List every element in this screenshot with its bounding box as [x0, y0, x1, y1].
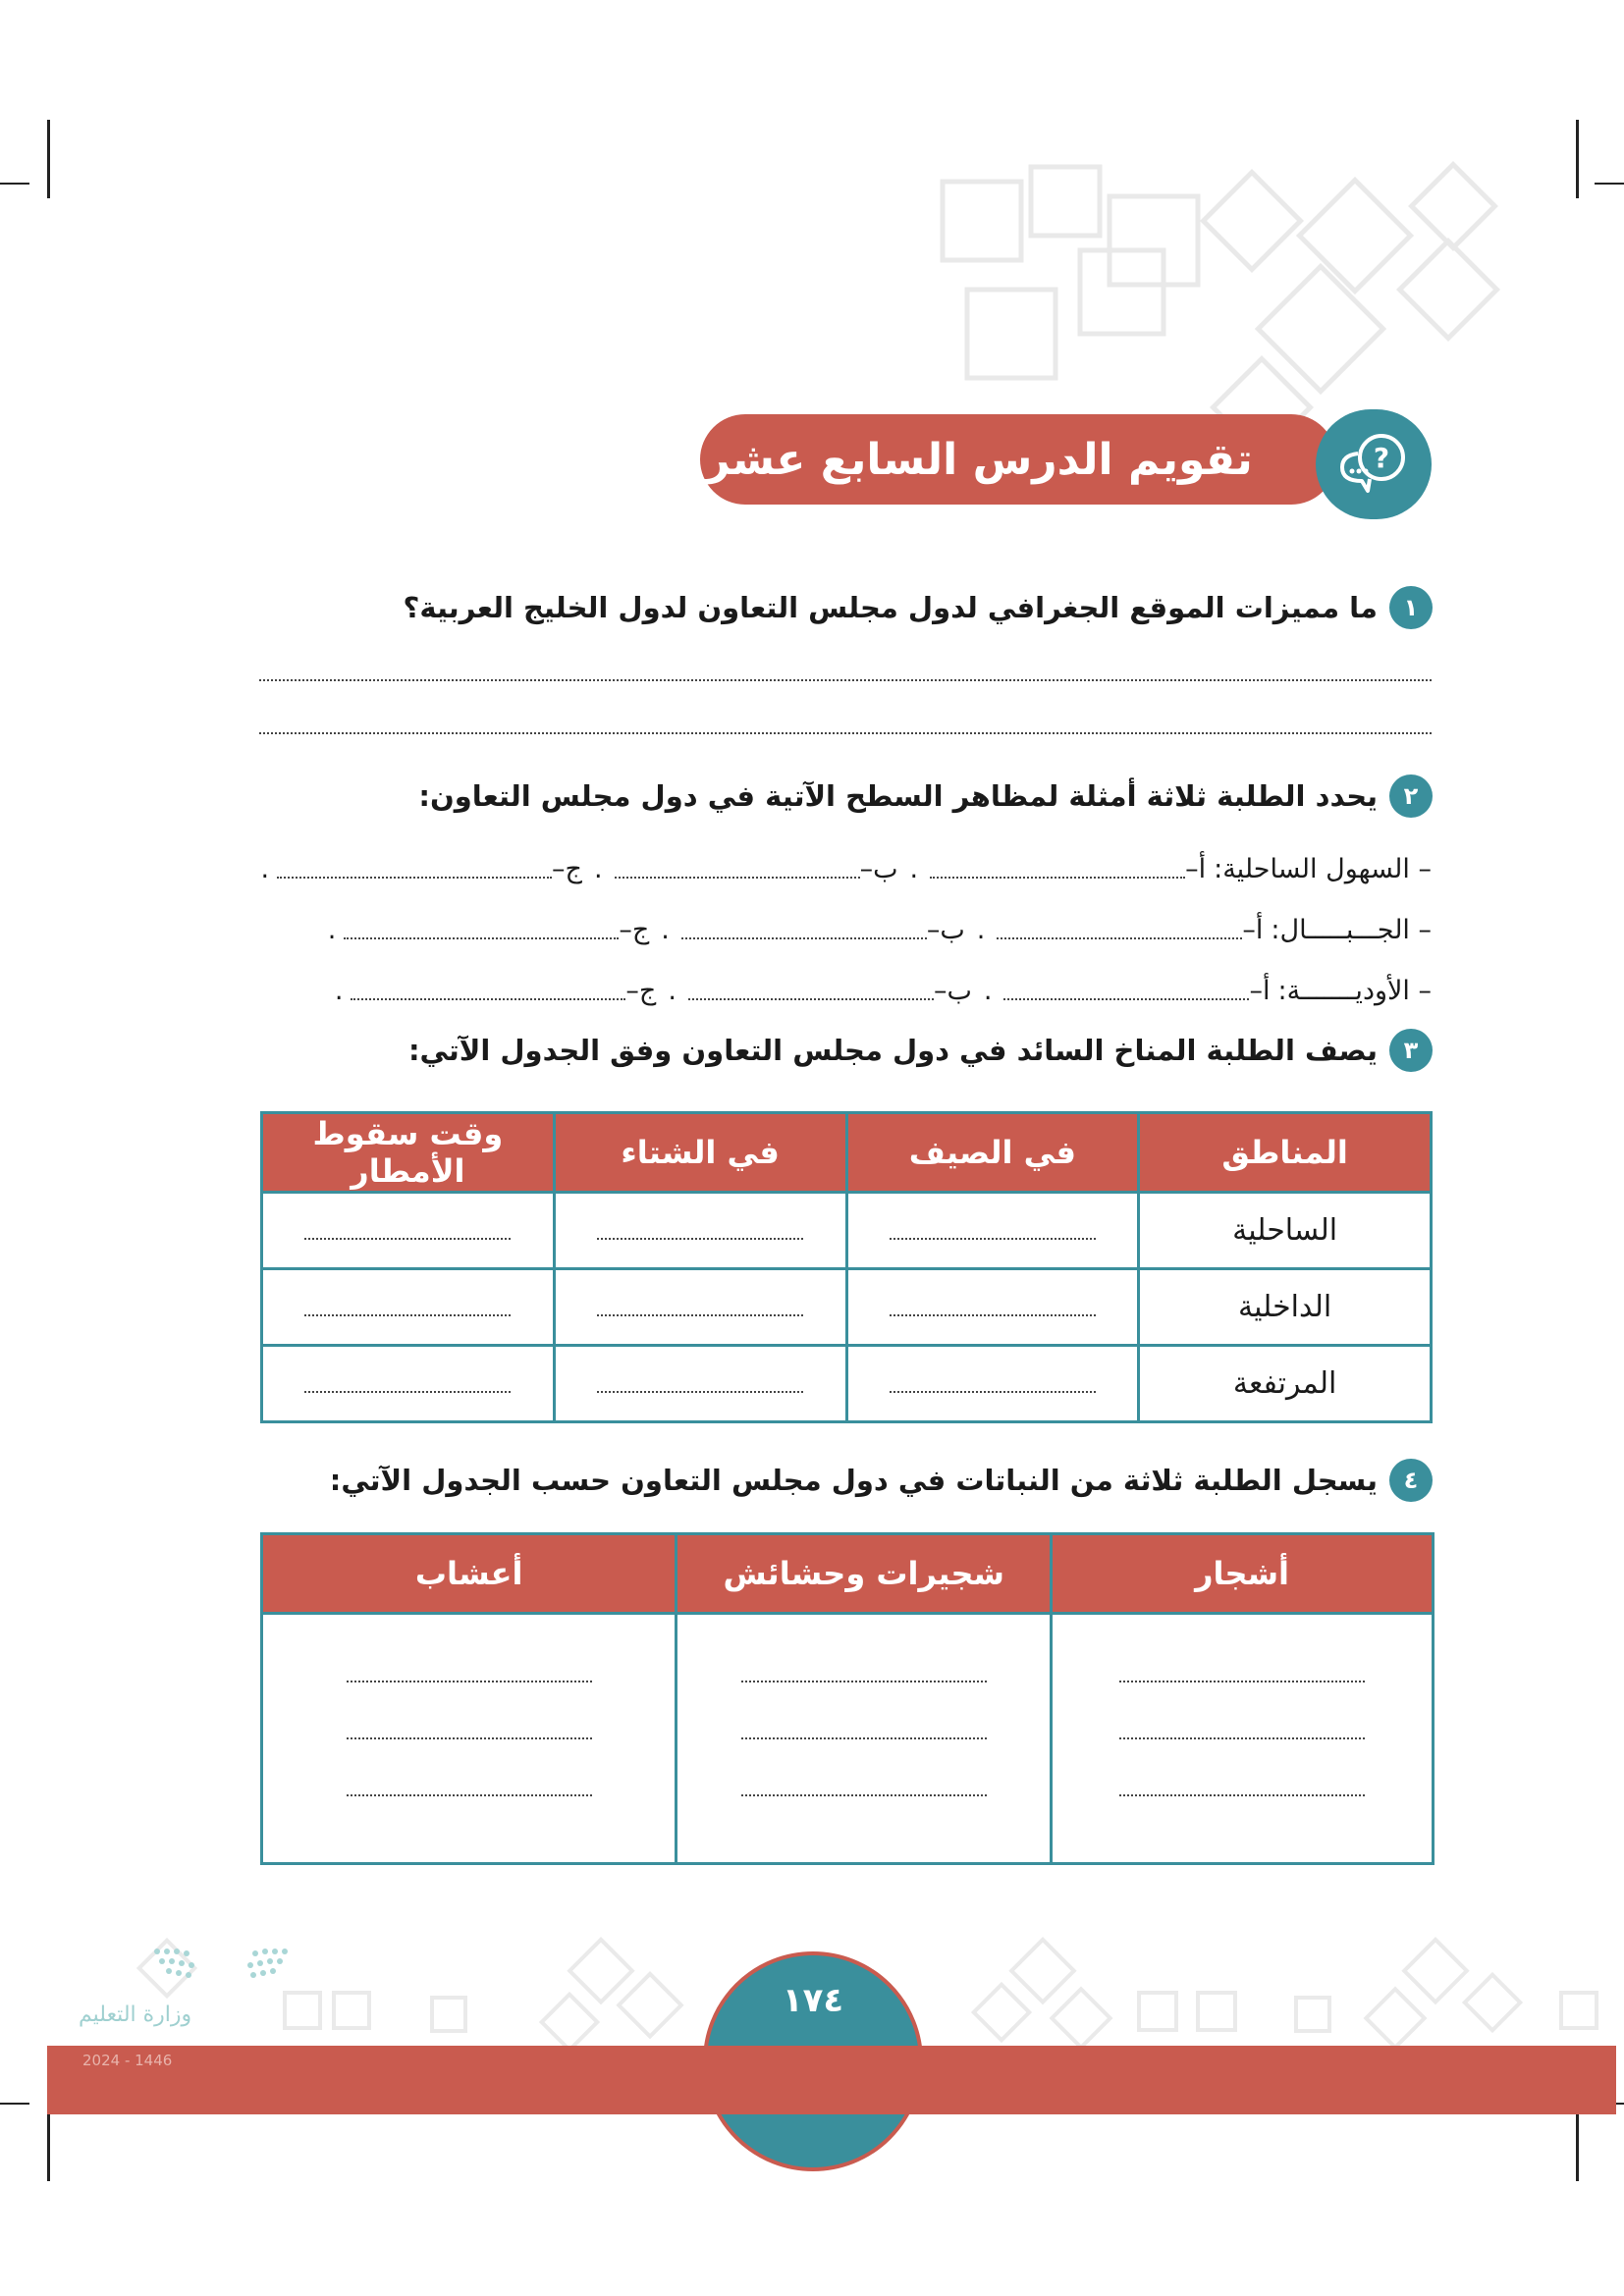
crop-mark — [1576, 120, 1579, 198]
option-a-label: أ– — [1242, 914, 1264, 945]
footer-band — [47, 2046, 1616, 2114]
svg-text:?: ? — [1373, 442, 1390, 474]
table-row — [262, 1614, 1434, 1864]
column-header: في الصيف — [846, 1113, 1139, 1193]
answer-line[interactable] — [351, 981, 625, 1000]
table-cell[interactable] — [846, 1346, 1139, 1422]
question-3 — [408, 1029, 1433, 1072]
question-number: ١ — [1389, 586, 1433, 629]
lesson-title-banner — [700, 414, 1336, 505]
crop-mark — [47, 120, 50, 198]
table-cell[interactable] — [262, 1269, 555, 1346]
title-badge — [1316, 409, 1432, 519]
crop-mark — [1576, 2103, 1579, 2181]
answer-line[interactable] — [597, 1391, 803, 1393]
option-a-label: أ– — [1185, 853, 1207, 884]
page-title: تقويم الدرس السابع عشر — [705, 434, 1253, 485]
table-cell[interactable] — [1052, 1614, 1434, 1864]
option-a-label: أ– — [1249, 975, 1271, 1006]
crop-mark — [0, 183, 29, 185]
surface-row-valleys: – الأوديـــــــة: أ– . ب– . ج– . — [334, 975, 1432, 1006]
row-label: – الأوديـــــــة: — [1277, 975, 1432, 1006]
answer-line[interactable] — [1119, 1737, 1365, 1739]
option-b-label: ب– — [926, 914, 965, 945]
page-number: ١٧٤ — [782, 1981, 844, 2020]
column-header: شجيرات وحشائش — [677, 1534, 1052, 1614]
row-label: – السهول الساحلية: — [1214, 853, 1432, 884]
answer-line[interactable] — [997, 920, 1242, 939]
table-cell[interactable] — [262, 1193, 555, 1269]
question-1 — [404, 586, 1433, 629]
plants-table — [260, 1532, 1435, 1865]
answer-line[interactable] — [930, 859, 1185, 879]
column-header: أعشاب — [262, 1534, 677, 1614]
question-text: يسجل الطلبة ثلاثة من النباتات في دول مجلس التعاون حسب الجدول الآتي: — [329, 1464, 1378, 1497]
answer-line[interactable] — [347, 1794, 592, 1796]
option-b-label: ب– — [933, 975, 972, 1006]
edition-year: 2024 - 1446 — [82, 2052, 173, 2069]
table-cell[interactable] — [262, 1346, 555, 1422]
region-name: المرتفعة — [1139, 1346, 1432, 1422]
column-header: في الشتاء — [554, 1113, 846, 1193]
question-text: يصف الطلبة المناخ السائد في دول مجلس التعاون وفق الجدول الآتي: — [407, 1034, 1378, 1067]
question-text: يحدد الطلبة ثلاثة أمثلة لمظاهر السطح الآتية في دول مجلس التعاون: — [418, 779, 1378, 813]
table-cell[interactable] — [554, 1193, 846, 1269]
answer-line[interactable] — [1119, 1681, 1365, 1682]
answer-line[interactable] — [890, 1314, 1096, 1316]
answer-line[interactable] — [304, 1314, 511, 1316]
answer-line[interactable] — [597, 1314, 803, 1316]
answer-line[interactable] — [347, 1737, 592, 1739]
surface-row-mountains: – الجـــبـــــال: أ– . ب– . ج– . — [327, 914, 1432, 945]
table-cell[interactable] — [677, 1614, 1052, 1864]
question-number: ٤ — [1389, 1459, 1433, 1502]
climate-table — [260, 1111, 1433, 1423]
answer-line[interactable] — [1119, 1794, 1365, 1796]
column-header: وقت سقوط الأمطار — [262, 1113, 555, 1193]
question-text: ما مميزات الموقع الجغرافي لدول مجلس التعاون لدول الخليج العربية؟ — [403, 591, 1378, 624]
ministry-name: وزارة التعليم — [79, 2002, 192, 2027]
option-b-label: ب– — [859, 853, 898, 884]
table-row — [262, 1269, 1432, 1346]
answer-line[interactable] — [890, 1391, 1096, 1393]
table-row — [262, 1346, 1432, 1422]
table-cell[interactable] — [554, 1346, 846, 1422]
column-header: المناطق — [1139, 1113, 1432, 1193]
answer-line[interactable] — [688, 981, 934, 1000]
question-4 — [330, 1459, 1433, 1502]
row-label: – الجـــبـــــال: — [1271, 914, 1432, 945]
crop-mark — [47, 2103, 50, 2181]
option-c-label: ج– — [625, 975, 657, 1006]
table-cell[interactable] — [846, 1193, 1139, 1269]
table-header-row — [262, 1113, 1432, 1193]
answer-line[interactable] — [890, 1238, 1096, 1240]
question-number: ٣ — [1389, 1029, 1433, 1072]
question-number: ٢ — [1389, 774, 1433, 818]
answer-line[interactable] — [741, 1794, 987, 1796]
answer-line[interactable] — [344, 920, 619, 939]
table-cell[interactable] — [554, 1269, 846, 1346]
speech-question-icon — [1334, 428, 1413, 501]
answer-line[interactable] — [304, 1391, 511, 1393]
table-cell[interactable] — [262, 1614, 677, 1864]
answer-line[interactable] — [615, 859, 860, 879]
region-name: الداخلية — [1139, 1269, 1432, 1346]
ministry-logo-icon — [147, 1942, 295, 1987]
option-c-label: ج– — [552, 853, 582, 884]
crop-mark — [0, 2103, 29, 2105]
answer-line[interactable] — [277, 859, 552, 879]
table-row — [262, 1193, 1432, 1269]
answer-line[interactable] — [1003, 981, 1249, 1000]
table-header-row — [262, 1534, 1434, 1614]
answer-line[interactable] — [259, 732, 1432, 734]
region-name: الساحلية — [1139, 1193, 1432, 1269]
column-header: أشجار — [1052, 1534, 1434, 1614]
option-c-label: ج– — [619, 914, 650, 945]
surface-row-coastal: – السهول الساحلية: أ– . ب– . ج– . — [260, 853, 1432, 884]
answer-line[interactable] — [681, 920, 927, 939]
answer-line[interactable] — [741, 1681, 987, 1682]
question-2 — [418, 774, 1433, 818]
answer-line[interactable] — [259, 679, 1432, 681]
crop-mark — [1595, 183, 1624, 185]
answer-line[interactable] — [304, 1238, 511, 1240]
answer-line[interactable] — [741, 1737, 987, 1739]
table-cell[interactable] — [846, 1269, 1139, 1346]
answer-line[interactable] — [347, 1681, 592, 1682]
answer-line[interactable] — [597, 1238, 803, 1240]
